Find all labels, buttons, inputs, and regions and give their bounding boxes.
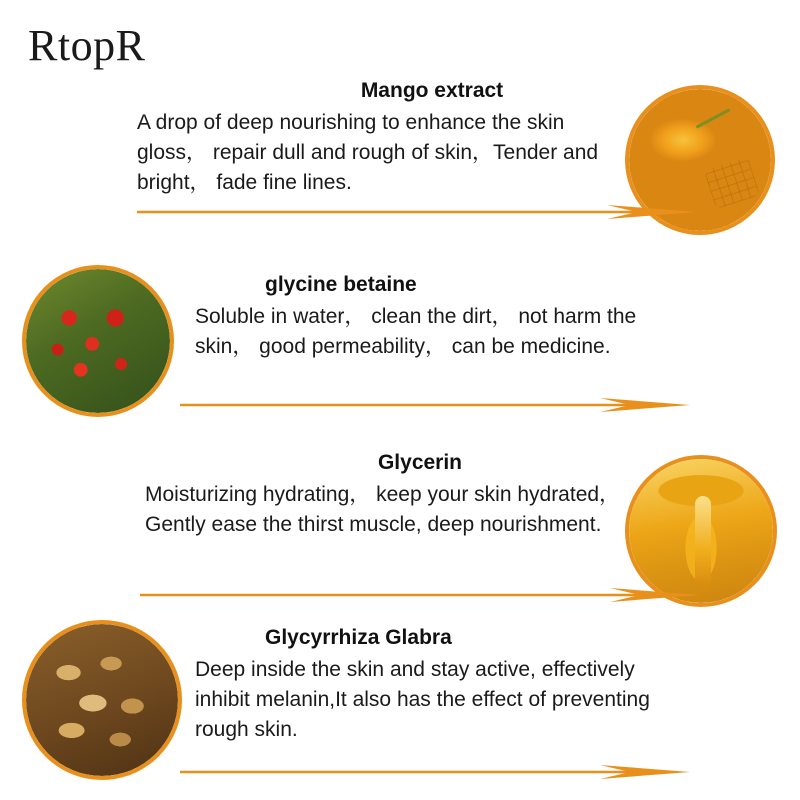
glycerin-text-block — [145, 450, 635, 540]
glycerin-drip-icon — [695, 496, 711, 585]
section-title-glycerin: Glycerin — [377, 451, 463, 474]
glycine-text-block — [195, 272, 695, 362]
divider-rule-licorice — [180, 765, 690, 779]
section-body-mango: A drop of deep nourishing to enhance the skin gloss， repair dull and rough of skin，Tender and bright， fade fine lines. — [137, 111, 599, 194]
divider-rule-glycine — [180, 398, 690, 412]
licorice-root-photo — [22, 620, 182, 780]
licorice-text-block — [195, 625, 695, 745]
brand-logo: RtopR — [28, 21, 146, 70]
glycerin-photo — [625, 455, 777, 607]
licorice-root-photo-image — [26, 624, 178, 776]
mango-stem-icon — [696, 109, 731, 129]
section-title-licorice: Glycyrrhiza Glabra — [265, 626, 452, 649]
section-body-glycine: Soluble in water， clean the dirt， not harm the skin， good permeability， can be medicine. — [195, 305, 637, 359]
goji-berry-photo — [22, 265, 174, 417]
section-title-glycine: glycine betaine — [265, 273, 417, 296]
divider-rule-mango — [137, 205, 697, 219]
glycerin-photo-image — [629, 459, 773, 603]
goji-berry-photo-image — [26, 269, 170, 413]
mango-cut-grid-icon — [703, 157, 759, 209]
section-body-glycerin: Moisturizing hydrating， keep your skin hydrated， Gently ease the thirst muscle, deep nourishment. — [145, 483, 621, 537]
section-body-licorice: Deep inside the skin and stay active, effectively inhibit melanin,It also has the effect of preventing rough skin. — [195, 658, 650, 741]
divider-rule-glycerin — [140, 588, 700, 602]
section-title-mango: Mango extract — [360, 79, 504, 102]
mango-text-block — [137, 78, 637, 198]
